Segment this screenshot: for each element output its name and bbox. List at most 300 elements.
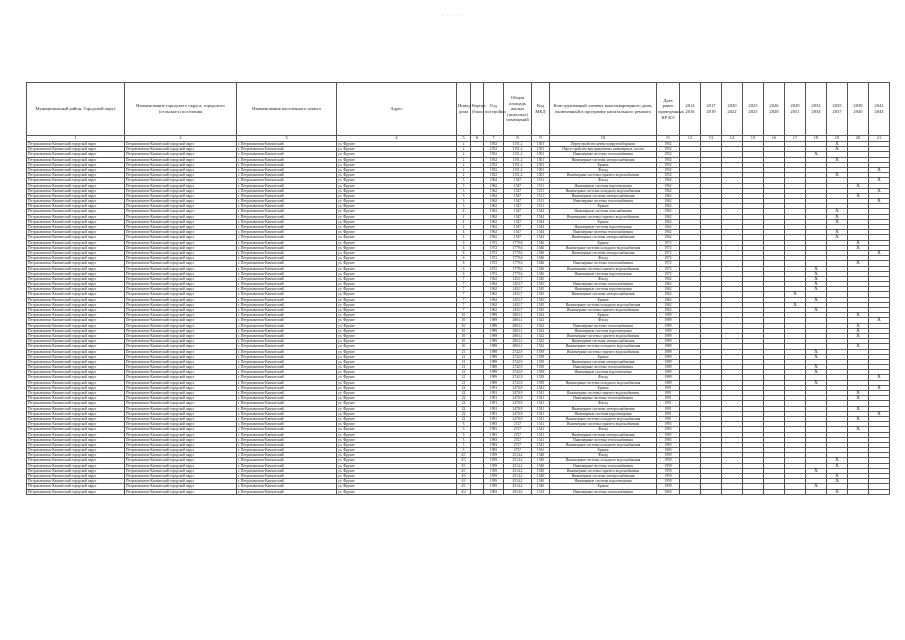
settlement-cell: Петропавловск-Камчатский городской округ [125,147,237,152]
locality-cell: г. Петропавловск-Камчатский [237,333,337,338]
year-cell: 1991 [484,385,504,390]
period-mark-cell: X [827,474,848,479]
area-cell: 1547 [504,199,532,204]
mkd-code-cell: 1541 [532,396,550,401]
mkd-code-cell: 1501 [532,173,550,178]
mkd-code-cell: 1545 [532,276,550,281]
house-cell: 2 [457,162,471,167]
mkd-code-cell: 1501 [532,147,550,152]
last-repair-cell: 1991 [657,416,680,421]
house-cell: 7 [457,297,471,302]
element-cell: Инженерные системы электроснабжения [550,474,657,479]
municipality-cell: Петропавловск-Камчатский городской округ [27,173,125,178]
element-cell: Инженерные системы горячего водоснабжения [550,308,657,313]
element-cell: Фасад [550,453,657,458]
locality-cell: г. Петропавловск-Камчатский [237,147,337,152]
locality-cell: г. Петропавловск-Камчатский [237,354,337,359]
address-cell: ул. Фрунзе [337,167,457,172]
element-cell: Крыша [550,385,657,390]
period-mark-cell: X [869,199,890,204]
settlement-cell: Петропавловск-Камчатский городской округ [125,365,237,370]
house-cell: 21 [457,380,471,385]
municipality-cell: Петропавловск-Камчатский городской округ [27,479,125,484]
mkd-code-cell: 1540 [532,479,550,484]
municipality-cell: Петропавловск-Камчатский городской округ [27,214,125,219]
municipality-cell: Петропавловск-Камчатский городской округ [27,489,125,494]
house-cell: 4/1 [457,453,471,458]
last-repair-cell: 1959 [657,453,680,458]
locality-cell: г. Петропавловск-Камчатский [237,365,337,370]
address-cell: ул. Фрунзе [337,193,457,198]
element-cell: Инженерные системы водоотведения [550,225,657,230]
house-cell: 4/1 [457,479,471,484]
element-cell: Инженерные системы холодного водоснабжения [550,344,657,349]
period-mark-cell: X [869,318,890,323]
house-cell: 3 [457,437,471,442]
address-cell: ул. Фрунзе [337,370,457,375]
area-cell: 2863,1 [504,323,532,328]
settlement-cell: Петропавловск-Камчатский городской округ [125,318,237,323]
settlement-cell: Петропавловск-Камчатский городской округ [125,193,237,198]
period-mark-cell [785,489,806,494]
element-cell: Инженерные системы электроснабжения [550,432,657,437]
year-cell: 1952 [484,157,504,162]
house-cell: 2 [457,173,471,178]
year-cell: 1983 [484,442,504,447]
col-mkd-code: Код МКД [532,83,550,136]
address-cell: ул. Фрунзе [337,489,457,494]
address-cell: ул. Фрунзе [337,204,457,209]
year-cell: 1989 [484,333,504,338]
municipality-cell: Петропавловск-Камчатский городской округ [27,359,125,364]
column-number: 17 [785,136,806,142]
locality-cell: г. Петропавловск-Камчатский [237,437,337,442]
year-cell: 1983 [484,437,504,442]
mkd-code-cell: 1511 [532,193,550,198]
column-number: 15 [743,136,764,142]
col-period: 2020 2022 [722,83,743,136]
settlement-cell: Петропавловск-Камчатский городской округ [125,183,237,188]
settlement-cell: Петропавловск-Камчатский городской округ [125,209,237,214]
locality-cell: г. Петропавловск-Камчатский [237,271,337,276]
municipality-cell: Петропавловск-Камчатский городской округ [27,406,125,411]
last-repair-cell: 1989 [657,359,680,364]
area-cell: 1547 [504,204,532,209]
year-cell: 1989 [484,323,504,328]
col-period: 2026 2028 [764,83,785,136]
settlement-cell: Петропавловск-Камчатский городской округ [125,396,237,401]
settlement-cell: Петропавловск-Камчатский городской округ [125,167,237,172]
municipality-cell: Петропавловск-Камчатский городской округ [27,142,125,147]
area-cell: 1779,6 [504,266,532,271]
mkd-code-cell: 1545 [532,302,550,307]
house-cell: 4 [457,235,471,240]
address-cell: ул. Фрунзе [337,448,457,453]
locality-cell: г. Петропавловск-Камчатский [237,411,337,416]
last-repair-cell: 1991 [657,411,680,416]
settlement-cell: Петропавловск-Камчатский городской округ [125,292,237,297]
settlement-cell: Петропавловск-Камчатский городской округ [125,427,237,432]
locality-cell: г. Петропавловск-Камчатский [237,479,337,484]
municipality-cell: Петропавловск-Камчатский городской округ [27,308,125,313]
address-cell: ул. Фрунзе [337,240,457,245]
address-cell: ул. Фрунзе [337,385,457,390]
last-repair-cell: 1962 [657,204,680,209]
element-cell: Крыша [550,204,657,209]
locality-cell: г. Петропавловск-Камчатский [237,458,337,463]
period-mark-cell: X [827,463,848,468]
address-cell: ул. Фрунзе [337,349,457,354]
period-mark-cell: X [848,396,869,401]
last-repair-cell: 1989 [657,339,680,344]
column-number: 16 [764,136,785,142]
house-cell: 4/2 [457,489,471,494]
address-cell: ул. Фрунзе [337,365,457,370]
municipality-cell: Петропавловск-Камчатский городской округ [27,328,125,333]
element-cell: Инженерные системы горячего водоснабжения [550,173,657,178]
period-mark-cell: X [848,240,869,245]
period-mark-cell: X [827,214,848,219]
period-mark-cell: X [827,147,848,152]
house-cell: 10 [457,328,471,333]
house-cell: 3 [457,204,471,209]
address-cell: ул. Фрунзе [337,333,457,338]
municipality-cell: Петропавловск-Камчатский городской округ [27,147,125,152]
address-cell: ул. Фрунзе [337,354,457,359]
period-mark-cell: X [869,178,890,183]
element-cell: Переустройство внутридомовых инженерных систем [550,147,657,152]
municipality-cell: Петропавловск-Камчатский городской округ [27,453,125,458]
area-cell: 1547 [504,193,532,198]
element-cell: Инженерные системы теплоснабжения [550,489,657,494]
period-mark-cell: X [806,282,827,287]
municipality-cell: Петропавловск-Камчатский городской округ [27,245,125,250]
element-cell: Инженерные системы теплоснабжения [550,365,657,370]
year-cell: 1991 [484,411,504,416]
element-cell: Инженерные системы газоснабжения [550,209,657,214]
locality-cell: г. Петропавловск-Камчатский [237,463,337,468]
last-repair-cell: 1989 [657,349,680,354]
element-cell: Инженерные системы теплоснабжения [550,323,657,328]
element-cell: Крыша [550,240,657,245]
last-repair-cell: 1991 [657,391,680,396]
column-number: 5 [457,136,471,142]
settlement-cell: Петропавловск-Камчатский городской округ [125,245,237,250]
mkd-code-cell: 1541 [532,406,550,411]
locality-cell: г. Петропавловск-Камчатский [237,162,337,167]
locality-cell: г. Петропавловск-Камчатский [237,442,337,447]
element-cell: Инженерные системы горячего водоснабжения [550,266,657,271]
element-cell: Инженерные системы теплоснабжения [550,199,657,204]
locality-cell: г. Петропавловск-Камчатский [237,261,337,266]
last-repair-cell: 1962 [657,287,680,292]
settlement-cell: Петропавловск-Камчатский городской округ [125,401,237,406]
year-cell: 1959 [484,458,504,463]
municipality-cell: Петропавловск-Камчатский городской округ [27,385,125,390]
address-cell: ул. Фрунзе [337,328,457,333]
locality-cell: г. Петропавловск-Камчатский [237,152,337,157]
house-cell: 2 [457,167,471,172]
municipality-cell: Петропавловск-Камчатский городской округ [27,427,125,432]
house-cell: 6 [457,271,471,276]
year-cell: 1983 [484,422,504,427]
locality-cell: г. Петропавловск-Камчатский [237,266,337,271]
mkd-code-cell: 1541 [532,427,550,432]
last-repair-cell: 1952 [657,167,680,172]
year-cell: 1962 [484,183,504,188]
mkd-code-cell: 1522 [532,333,550,338]
address-cell: ул. Фрунзе [337,406,457,411]
mkd-code-cell: 1541 [532,432,550,437]
settlement-cell: Петропавловск-Камчатский городской округ [125,250,237,255]
house-cell: 4/1 [457,463,471,468]
last-repair-cell: 1983 [657,437,680,442]
period-mark-cell: X [806,365,827,370]
period-mark-cell: X [848,323,869,328]
mkd-code-cell: 1540 [532,463,550,468]
settlement-cell: Петропавловск-Камчатский городской округ [125,323,237,328]
period-mark-cell [848,489,869,494]
locality-cell: г. Петропавловск-Камчатский [237,250,337,255]
mkd-code-cell: 1540 [532,484,550,489]
municipality-cell: Петропавловск-Камчатский городской округ [27,230,125,235]
col-period: 2041 2043 [869,83,890,136]
settlement-cell: Петропавловск-Камчатский городской округ [125,479,237,484]
year-cell: 1983 [484,432,504,437]
address-cell: ул. Фрунзе [337,453,457,458]
settlement-cell: Петропавловск-Камчатский городской округ [125,173,237,178]
period-mark-cell: X [806,287,827,292]
element-cell: Крыша [550,448,657,453]
period-mark-cell [869,489,890,494]
element-cell: Крыша [550,162,657,167]
house-cell: 4 [457,214,471,219]
mkd-code-cell: 1546 [532,256,550,261]
address-cell: ул. Фрунзе [337,422,457,427]
house-cell: 7 [457,302,471,307]
locality-cell: г. Петропавловск-Камчатский [237,235,337,240]
mkd-code-cell: 1522 [532,328,550,333]
element-cell: Инженерные системы электроснабжения [550,406,657,411]
house-cell: 22 [457,385,471,390]
mkd-code-cell: 1540 [532,474,550,479]
period-mark-cell: X [806,271,827,276]
element-cell: Инженерные системы электроснабжения [550,339,657,344]
municipality-cell: Петропавловск-Камчатский городской округ [27,323,125,328]
period-mark-cell [701,489,722,494]
area-cell: 2742,9 [504,349,532,354]
period-mark-cell: X [848,427,869,432]
area-cell: 1151,2 [504,162,532,167]
locality-cell: г. Петропавловск-Камчатский [237,167,337,172]
municipality-cell: Петропавловск-Камчатский городской округ [27,256,125,261]
area-cell: 1452,7 [504,292,532,297]
year-cell: 1959 [484,474,504,479]
element-cell: Инженерные системы теплоснабжения [550,396,657,401]
year-cell: 1989 [484,365,504,370]
house-cell: 4 [457,230,471,235]
element-cell: Инженерные системы электроснабжения [550,235,657,240]
address-cell: ул. Фрунзе [337,188,457,193]
house-cell: 4 [457,219,471,224]
area-cell: 1151,2 [504,152,532,157]
element-cell: Крыша [550,313,657,318]
settlement-cell: Петропавловск-Камчатский городской округ [125,463,237,468]
settlement-cell: Петропавловск-Камчатский городской округ [125,204,237,209]
house-cell: 4/1 [457,484,471,489]
house-cell: 2 [457,147,471,152]
house-cell: 3 [457,188,471,193]
column-number: 14 [722,136,743,142]
last-repair-cell: 1989 [657,323,680,328]
period-mark-cell: X [848,406,869,411]
settlement-cell: Петропавловск-Камчатский городской округ [125,359,237,364]
element-cell: Инженерные системы холодного водоснабжения [550,188,657,193]
year-cell: 1989 [484,375,504,380]
period-mark-cell: X [806,266,827,271]
element-cell: Фасад [550,318,657,323]
house-cell: 6 [457,245,471,250]
mkd-code-cell: 1545 [532,282,550,287]
locality-cell: г. Петропавловск-Камчатский [237,385,337,390]
area-cell: 1547 [504,209,532,214]
area-cell: 2863,1 [504,313,532,318]
year-cell: 1991 [484,406,504,411]
mkd-code-cell: 1511 [532,204,550,209]
element-cell: Инженерные системы теплоснабжения [550,282,657,287]
settlement-cell: Петропавловск-Камчатский городской округ [125,344,237,349]
last-repair-cell: 1962 [657,214,680,219]
house-cell: 2 [457,142,471,147]
area-cell: 2514,2 [504,479,532,484]
area-cell: 1779,6 [504,250,532,255]
address-cell: ул. Фрунзе [337,401,457,406]
mkd-code-cell: 1511 [532,178,550,183]
last-repair-cell: 1962 [657,225,680,230]
mkd-code-cell: 1546 [532,250,550,255]
house-cell: 21 [457,365,471,370]
year-cell: 1962 [484,219,504,224]
house-cell: 22 [457,411,471,416]
locality-cell: г. Петропавловск-Камчатский [237,287,337,292]
locality-cell: г. Петропавловск-Камчатский [237,142,337,147]
house-cell: 3 [457,427,471,432]
period-mark-cell: X [806,297,827,302]
address-cell: ул. Фрунзе [337,245,457,250]
col-period: 2029 2031 [785,83,806,136]
locality-cell: г. Петропавловск-Камчатский [237,391,337,396]
municipality-cell: Петропавловск-Камчатский городской округ [27,313,125,318]
municipality-cell: Петропавловск-Камчатский городской округ [27,448,125,453]
year-cell: 1959 [484,463,504,468]
address-cell: ул. Фрунзе [337,287,457,292]
element-cell: Крыша [550,354,657,359]
area-cell: 2863,1 [504,318,532,323]
address-cell: ул. Фрунзе [337,266,457,271]
address-cell: ул. Фрунзе [337,474,457,479]
settlement-cell: Петропавловск-Камчатский городской округ [125,266,237,271]
settlement-cell: Петропавловск-Камчатский городской округ [125,240,237,245]
element-cell: Фасад [550,375,657,380]
address-cell: ул. Фрунзе [337,458,457,463]
settlement-cell: Петропавловск-Камчатский городской округ [125,422,237,427]
year-cell: 1962 [484,225,504,230]
municipality-cell: Петропавловск-Камчатский городской округ [27,167,125,172]
period-mark-cell [806,489,827,494]
address-cell: ул. Фрунзе [337,282,457,287]
area-cell: 1452,7 [504,287,532,292]
area-cell: 1779,6 [504,261,532,266]
element-cell: Инженерные системы горячего водоснабжения [550,391,657,396]
area-cell: 2727 [504,442,532,447]
element-cell: Инженерные системы горячего водоснабжения [550,422,657,427]
last-repair-cell: 1952 [657,162,680,167]
house-cell: 10 [457,323,471,328]
house-cell: 2 [457,152,471,157]
column-number: 20 [848,136,869,142]
locality-cell: г. Петропавловск-Камчатский [237,214,337,219]
element-cell: Инженерные системы водоотведения [550,287,657,292]
last-repair-cell: 1991 [657,385,680,390]
address-cell: ул. Фрунзе [337,302,457,307]
mkd-code-cell: 1501 [532,162,550,167]
last-repair-cell: 1962 [657,297,680,302]
settlement-cell: Петропавловск-Камчатский городской округ [125,458,237,463]
period-mark-cell: X [827,219,848,224]
locality-cell: г. Петропавловск-Камчатский [237,396,337,401]
municipality-cell: Петропавловск-Камчатский городской округ [27,333,125,338]
area-cell: 1547 [504,183,532,188]
municipality-cell: Петропавловск-Камчатский городской округ [27,474,125,479]
last-repair-cell: 1989 [657,333,680,338]
address-cell: ул. Фрунзе [337,468,457,473]
mkd-code-cell: 1539 [532,380,550,385]
locality-cell: г. Петропавловск-Камчатский [237,188,337,193]
address-cell: ул. Фрунзе [337,411,457,416]
element-cell: Инженерные системы холодного водоснабжения [550,458,657,463]
address-cell: ул. Фрунзе [337,173,457,178]
column-number: 2 [125,136,237,142]
area-cell: 1151,2 [504,142,532,147]
mkd-code-cell: 1546 [532,261,550,266]
last-repair-cell: 1989 [657,313,680,318]
area-cell: 1452,7 [504,308,532,313]
area-cell: 1779,6 [504,271,532,276]
house-cell: 4/1 [457,474,471,479]
address-cell: ул. Фрунзе [337,442,457,447]
locality-cell: г. Петропавловск-Камчатский [237,344,337,349]
year-cell: 1962 [484,188,504,193]
year-cell: 1989 [484,318,504,323]
locality-cell: г. Петропавловск-Камчатский [237,308,337,313]
last-repair-cell: 1972 [657,240,680,245]
municipality-cell: Петропавловск-Камчатский городской округ [27,266,125,271]
area-cell: 1547 [504,235,532,240]
address-cell: ул. Фрунзе [337,162,457,167]
address-cell: ул. Фрунзе [337,297,457,302]
col-period: 2023 2025 [743,83,764,136]
mkd-code-cell: 1522 [532,318,550,323]
last-repair-cell: 1962 [657,209,680,214]
year-cell: 1991 [484,401,504,406]
period-mark-cell: X [806,468,827,473]
year-cell: 1952 [484,152,504,157]
year-cell: 1989 [484,380,504,385]
area-cell: 1452,7 [504,302,532,307]
mkd-code-cell: 1539 [532,370,550,375]
last-repair-cell: 1989 [657,380,680,385]
area-cell: 2470,9 [504,406,532,411]
